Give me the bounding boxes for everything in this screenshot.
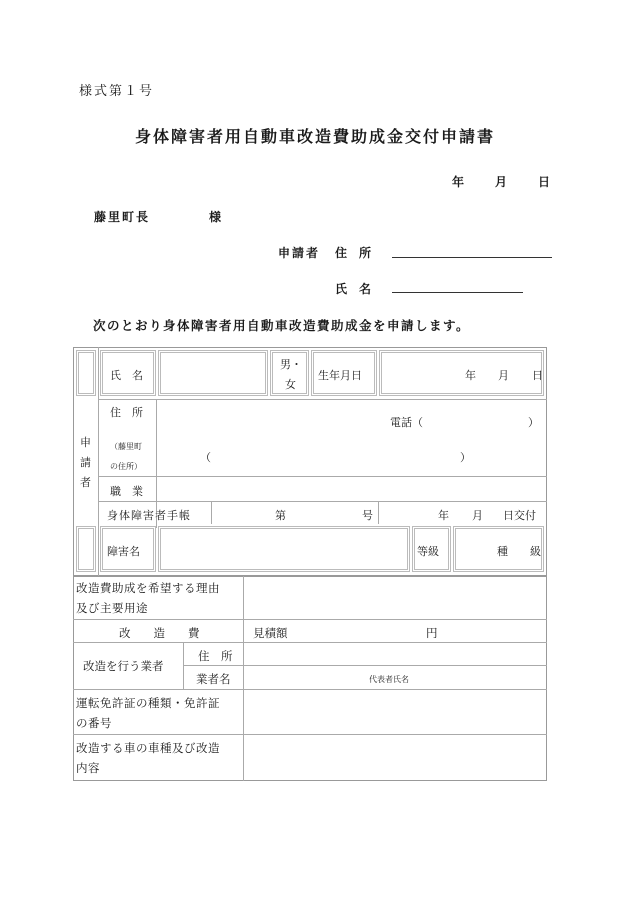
yen-label: 円 [426,626,438,640]
estimate-input[interactable] [293,620,421,642]
vehicle-label-2: 内容 [76,761,100,775]
representative-label: 代表者氏名 [369,675,409,684]
applicant-name-line[interactable] [392,292,523,293]
issue-day-label: 日交付 [503,509,536,522]
phone-label: 電話（ [390,416,423,429]
license-input[interactable] [244,690,547,734]
date-day-label: 日 [538,175,551,189]
occupation-input[interactable] [157,477,547,501]
vehicle-input[interactable] [244,735,547,781]
handbook-no-prefix: 第 [275,509,286,522]
handbook-no-suffix: 号 [362,509,373,522]
name-input[interactable] [158,350,268,396]
handbook-issue-date-input[interactable] [379,502,547,524]
application-form-table [73,347,547,781]
date-year-label: 年 [452,175,465,189]
license-label-2: の番号 [76,716,112,730]
local-address-close: ） [460,451,471,464]
lead-text: 次のとおり身体障害者用自動車改造費助成金を申請します。 [93,318,471,333]
contractor-name-input[interactable] [244,666,547,689]
applicant-address-line[interactable] [392,257,552,258]
phone-close: ） [528,416,539,429]
local-address-label-2: の住所） [110,462,142,471]
reason-label-2: 及び主要用途 [76,601,148,615]
applicant-side-label: 申請者 [80,436,91,489]
sex-label-female: 女 [285,378,296,391]
vehicle-label-1: 改造する車の車種及び改造 [76,741,220,755]
local-address-label-1: （藤里町 [110,442,142,451]
cost-label: 改 造 費 [119,626,200,640]
issue-year-label: 年 [438,509,449,522]
disability-input[interactable] [158,526,410,572]
applicant-label: 申請者 [278,246,321,260]
grade-label: 等級 [417,545,439,558]
contractor-label: 改造を行う業者 [83,659,164,673]
birth-year-label: 年 [465,369,476,382]
contractor-address-input[interactable] [244,643,547,665]
page-title: 身体障害者用自動車改造費助成金交付申請書 [134,127,495,146]
address-input[interactable] [157,400,547,476]
name-label: 氏 名 [110,369,143,382]
birth-month-label: 月 [498,369,509,382]
birth-day-label: 日 [532,369,543,382]
contractor-address-label: 住 所 [198,649,233,663]
address-label: 住 所 [110,406,143,419]
occupation-label: 職 業 [110,485,143,498]
form-number: 様式第１号 [79,84,155,99]
reason-label-1: 改造費助成を希望する理由 [76,581,220,595]
date-month-label: 月 [495,175,508,189]
license-label-1: 運転免許証の種類・免許証 [76,696,220,710]
issue-month-label: 月 [472,509,483,522]
birthdate-input[interactable] [379,350,544,396]
local-address-open: （ [200,451,211,464]
addressee: 藤里町長 [94,210,151,224]
applicant-name-label: 氏 名 [335,282,372,296]
handbook-label: 身体障害者手帳 [107,509,191,522]
handbook-number-input[interactable] [212,502,378,524]
sex-label-male: 男・ [280,358,302,371]
disability-label: 障害名 [107,545,140,558]
type-label: 種 級 [497,545,541,558]
reason-input[interactable] [244,576,547,619]
honorific: 様 [209,210,222,224]
birthdate-label: 生年月日 [318,369,362,382]
applicant-address-label: 住 所 [335,246,372,260]
estimate-label: 見積額 [253,626,288,640]
contractor-name-label: 業者名 [196,672,231,686]
